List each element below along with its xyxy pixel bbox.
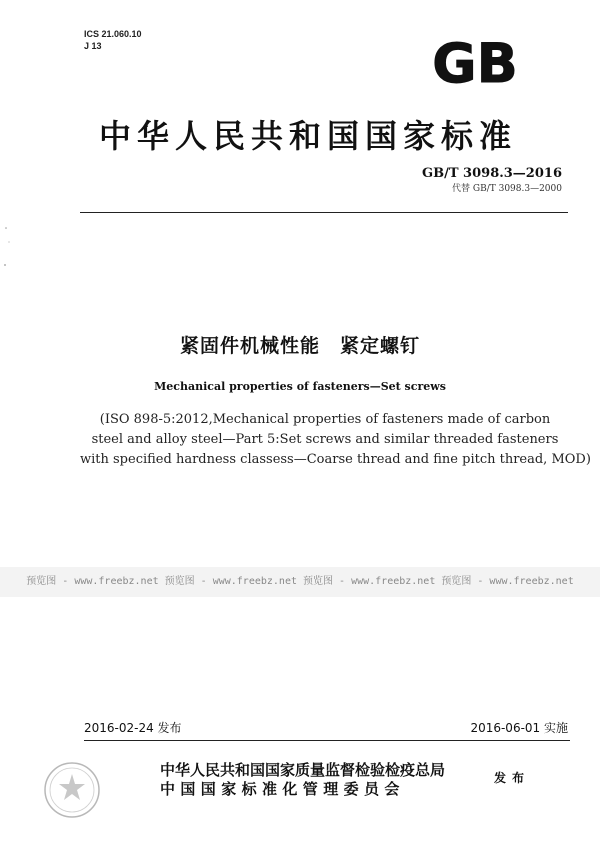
- gb-logo-text: GB: [432, 36, 518, 88]
- iso-reference-line: with specified hardness classess—Coarse thread and fine pitch thread, MOD): [80, 452, 591, 467]
- ccs-code: J 13: [84, 41, 102, 51]
- scan-specks: [0, 220, 20, 280]
- header-divider: [80, 212, 568, 213]
- standard-title: 中华人民共和国国家标准: [98, 117, 517, 155]
- standard-code: GB/T 3098.3—2016: [422, 166, 562, 181]
- issuer-aqsiq: 中华人民共和国国家质量监督检验检疫总局: [160, 761, 446, 779]
- iso-reference: [80, 410, 591, 470]
- gb-logo: [425, 36, 525, 88]
- replaces-code: 代替 GB/T 3098.3—2000: [452, 184, 562, 194]
- ics-code: ICS 21.060.10: [84, 29, 142, 39]
- classification-codes: [84, 28, 142, 52]
- issuer-sac: 中国国家标准化管理委员会: [160, 780, 405, 798]
- implement-date: 2016-06-01 实施: [470, 721, 568, 735]
- publish-label: 发布: [494, 771, 531, 785]
- watermark-band: 预览图 - www.freebz.net 预览图 - www.freebz.net 预览图 - www.freebz.net 预览图 - www.freebz.net: [0, 567, 600, 597]
- document-title-en: Mechanical properties of fasteners—Set screws: [154, 380, 446, 393]
- document-title-cn: 紧固件机械性能 紧定螺钉: [179, 335, 420, 357]
- official-seal-stamp: [40, 758, 104, 822]
- publish-date: 2016-02-24 发布: [84, 721, 182, 735]
- iso-reference-line: (ISO 898-5:2012,Mechanical properties of fasteners made of carbon: [99, 412, 551, 427]
- iso-reference-line: steel and alloy steel—Part 5:Set screws and similar threaded fasteners: [91, 432, 559, 447]
- footer-divider: [84, 740, 570, 741]
